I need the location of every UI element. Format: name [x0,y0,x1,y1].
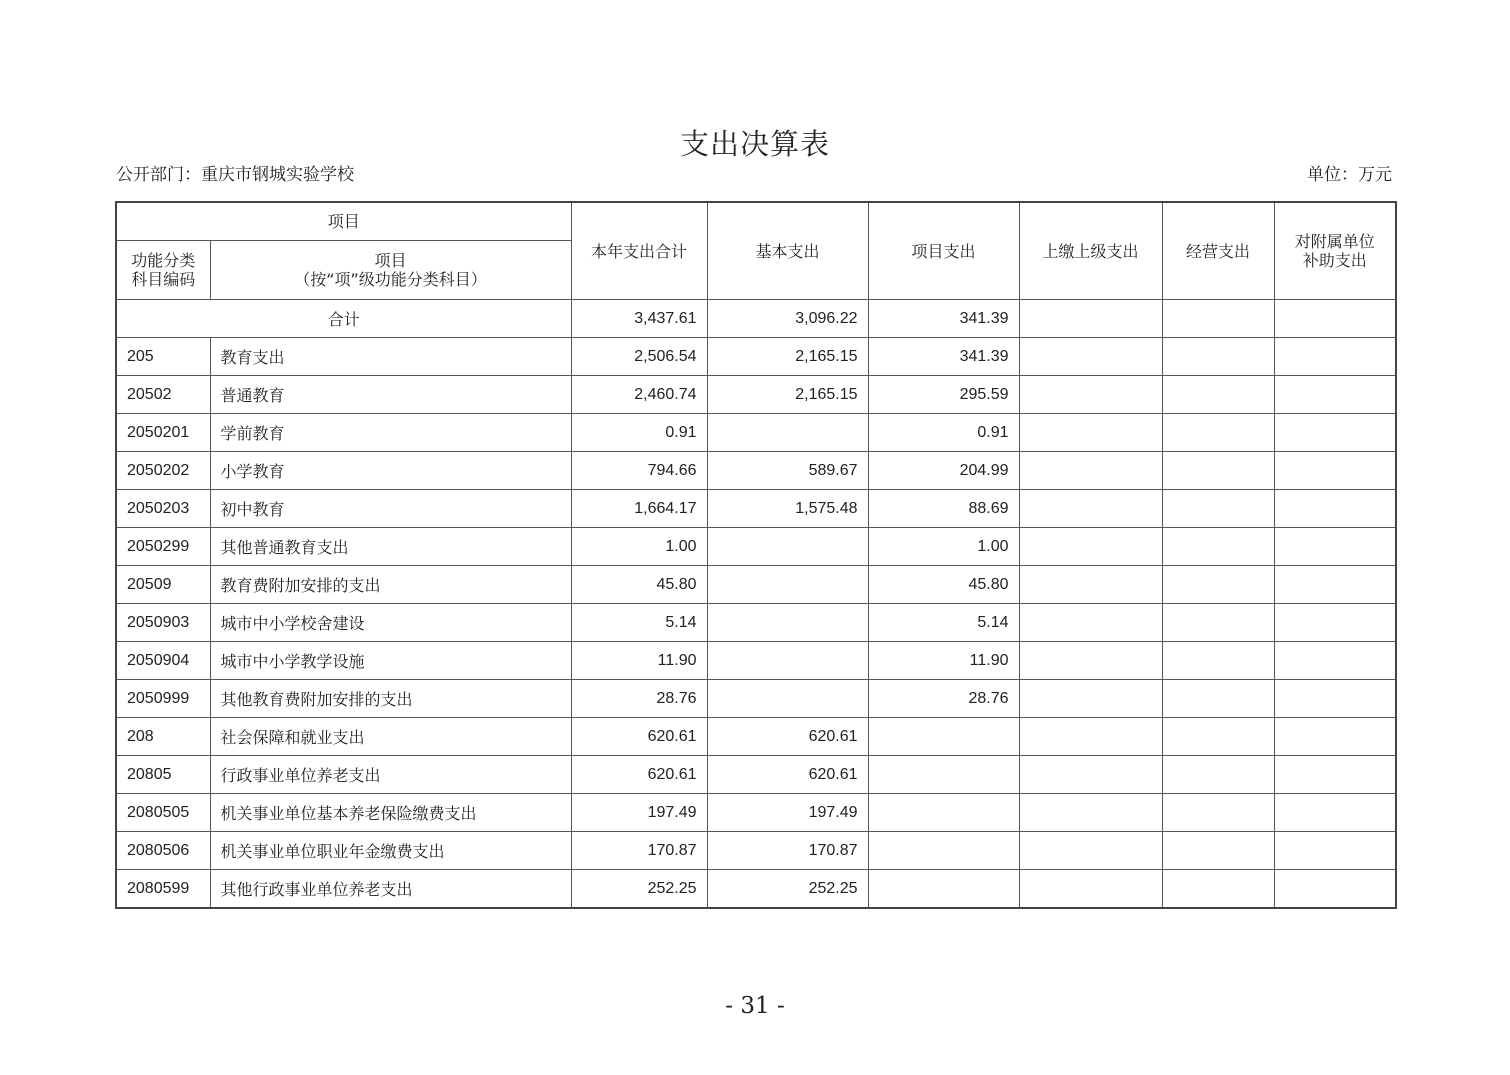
cell-code: 2050904 [116,642,210,680]
cell-business [1162,756,1274,794]
cell-business [1162,452,1274,490]
cell-project: 204.99 [868,452,1019,490]
cell-name: 城市中小学教学设施 [210,642,571,680]
cell-upper [1019,718,1162,756]
unit-label: 单位：万元 [1307,165,1392,185]
cell-upper [1019,604,1162,642]
table-row [116,376,1396,414]
cell-business [1162,680,1274,718]
cell-total: 1.00 [571,528,707,566]
cell-subsidy [1274,414,1396,452]
cell-code: 2080506 [116,832,210,870]
cell-project [868,870,1019,909]
total-total: 3,437.61 [571,300,707,338]
cell-project: 11.90 [868,642,1019,680]
table-row [116,452,1396,490]
cell-name: 教育费附加安排的支出 [210,566,571,604]
cell-total: 252.25 [571,870,707,909]
cell-basic [707,680,868,718]
cell-name: 社会保障和就业支出 [210,718,571,756]
cell-upper [1019,680,1162,718]
department-label: 公开部门：重庆市钢城实验学校 [116,165,354,185]
cell-total: 28.76 [571,680,707,718]
cell-subsidy [1274,528,1396,566]
cell-basic: 252.25 [707,870,868,909]
cell-code: 2050299 [116,528,210,566]
cell-project [868,756,1019,794]
cell-subsidy [1274,338,1396,376]
cell-total: 2,460.74 [571,376,707,414]
table-body [116,300,1396,909]
cell-business [1162,832,1274,870]
cell-subsidy [1274,642,1396,680]
cell-upper [1019,794,1162,832]
cell-code: 2050202 [116,452,210,490]
cell-name: 学前教育 [210,414,571,452]
cell-business [1162,490,1274,528]
cell-basic: 620.61 [707,718,868,756]
cell-basic [707,566,868,604]
table-row [116,604,1396,642]
total-basic: 3,096.22 [707,300,868,338]
cell-name: 教育支出 [210,338,571,376]
cell-upper [1019,642,1162,680]
cell-upper [1019,452,1162,490]
cell-subsidy [1274,870,1396,909]
table-row [116,566,1396,604]
cell-project: 45.80 [868,566,1019,604]
cell-total: 11.90 [571,642,707,680]
cell-business [1162,528,1274,566]
cell-upper [1019,414,1162,452]
table-row [116,338,1396,376]
cell-project [868,832,1019,870]
cell-total: 45.80 [571,566,707,604]
cell-basic: 2,165.15 [707,338,868,376]
cell-name: 其他教育费附加安排的支出 [210,680,571,718]
cell-business [1162,376,1274,414]
cell-project: 0.91 [868,414,1019,452]
cell-basic [707,642,868,680]
cell-upper [1019,756,1162,794]
total-upper [1019,300,1162,338]
cell-code: 208 [116,718,210,756]
cell-code: 2050903 [116,604,210,642]
cell-upper [1019,832,1162,870]
cell-name: 行政事业单位养老支出 [210,756,571,794]
cell-project: 5.14 [868,604,1019,642]
table-row [116,832,1396,870]
header-project-group: 项目 [116,202,571,241]
cell-subsidy [1274,566,1396,604]
cell-project: 1.00 [868,528,1019,566]
table-row [116,680,1396,718]
cell-basic: 589.67 [707,452,868,490]
table-row [116,414,1396,452]
expenditure-table [115,201,1397,909]
cell-basic: 1,575.48 [707,490,868,528]
cell-total: 170.87 [571,832,707,870]
table-row [116,718,1396,756]
cell-business [1162,870,1274,909]
cell-business [1162,566,1274,604]
header-basic: 基本支出 [707,202,868,300]
cell-business [1162,604,1274,642]
cell-total: 794.66 [571,452,707,490]
cell-project [868,718,1019,756]
cell-upper [1019,528,1162,566]
cell-business [1162,718,1274,756]
cell-subsidy [1274,794,1396,832]
cell-code: 20509 [116,566,210,604]
cell-total: 2,506.54 [571,338,707,376]
cell-total: 620.61 [571,756,707,794]
page-number: - 31 - [725,993,785,1019]
cell-basic: 170.87 [707,832,868,870]
cell-subsidy [1274,376,1396,414]
cell-basic [707,414,868,452]
cell-basic [707,528,868,566]
cell-code: 2050201 [116,414,210,452]
cell-subsidy [1274,756,1396,794]
table-row [116,794,1396,832]
cell-project [868,794,1019,832]
cell-name: 普通教育 [210,376,571,414]
cell-code: 20805 [116,756,210,794]
cell-project: 295.59 [868,376,1019,414]
table-row [116,756,1396,794]
cell-subsidy [1274,452,1396,490]
cell-code: 2050999 [116,680,210,718]
total-row [116,300,1396,338]
table-row [116,528,1396,566]
cell-name: 其他行政事业单位养老支出 [210,870,571,909]
cell-name: 其他普通教育支出 [210,528,571,566]
cell-subsidy [1274,680,1396,718]
cell-name: 机关事业单位职业年金缴费支出 [210,832,571,870]
cell-total: 620.61 [571,718,707,756]
cell-project: 28.76 [868,680,1019,718]
header-subsidy: 对附属单位 补助支出 [1274,202,1396,300]
cell-business [1162,794,1274,832]
total-label: 合计 [116,300,571,338]
table-row [116,870,1396,909]
total-project: 341.39 [868,300,1019,338]
cell-upper [1019,566,1162,604]
cell-subsidy [1274,832,1396,870]
cell-name: 初中教育 [210,490,571,528]
cell-name: 小学教育 [210,452,571,490]
header-total: 本年支出合计 [571,202,707,300]
cell-subsidy [1274,718,1396,756]
cell-upper [1019,338,1162,376]
header-name: 项目 （按“项”级功能分类科目） [210,241,571,300]
header-upper: 上缴上级支出 [1019,202,1162,300]
cell-upper [1019,870,1162,909]
total-subsidy [1274,300,1396,338]
cell-name: 机关事业单位基本养老保险缴费支出 [210,794,571,832]
cell-name: 城市中小学校舍建设 [210,604,571,642]
header-row-1 [116,202,1396,241]
cell-total: 1,664.17 [571,490,707,528]
cell-basic: 197.49 [707,794,868,832]
table-row [116,642,1396,680]
header-code: 功能分类 科目编码 [116,241,210,300]
header-project: 项目支出 [868,202,1019,300]
cell-code: 2080599 [116,870,210,909]
header-business: 经营支出 [1162,202,1274,300]
cell-project: 341.39 [868,338,1019,376]
cell-code: 2080505 [116,794,210,832]
cell-code: 20502 [116,376,210,414]
cell-upper [1019,376,1162,414]
cell-code: 205 [116,338,210,376]
total-business [1162,300,1274,338]
cell-total: 197.49 [571,794,707,832]
cell-total: 5.14 [571,604,707,642]
cell-upper [1019,490,1162,528]
table-row [116,490,1396,528]
cell-subsidy [1274,490,1396,528]
cell-code: 2050203 [116,490,210,528]
cell-basic [707,604,868,642]
cell-business [1162,338,1274,376]
cell-project: 88.69 [868,490,1019,528]
page-title: 支出决算表 [679,127,830,161]
cell-subsidy [1274,604,1396,642]
cell-total: 0.91 [571,414,707,452]
cell-basic: 620.61 [707,756,868,794]
cell-basic: 2,165.15 [707,376,868,414]
cell-business [1162,414,1274,452]
cell-business [1162,642,1274,680]
